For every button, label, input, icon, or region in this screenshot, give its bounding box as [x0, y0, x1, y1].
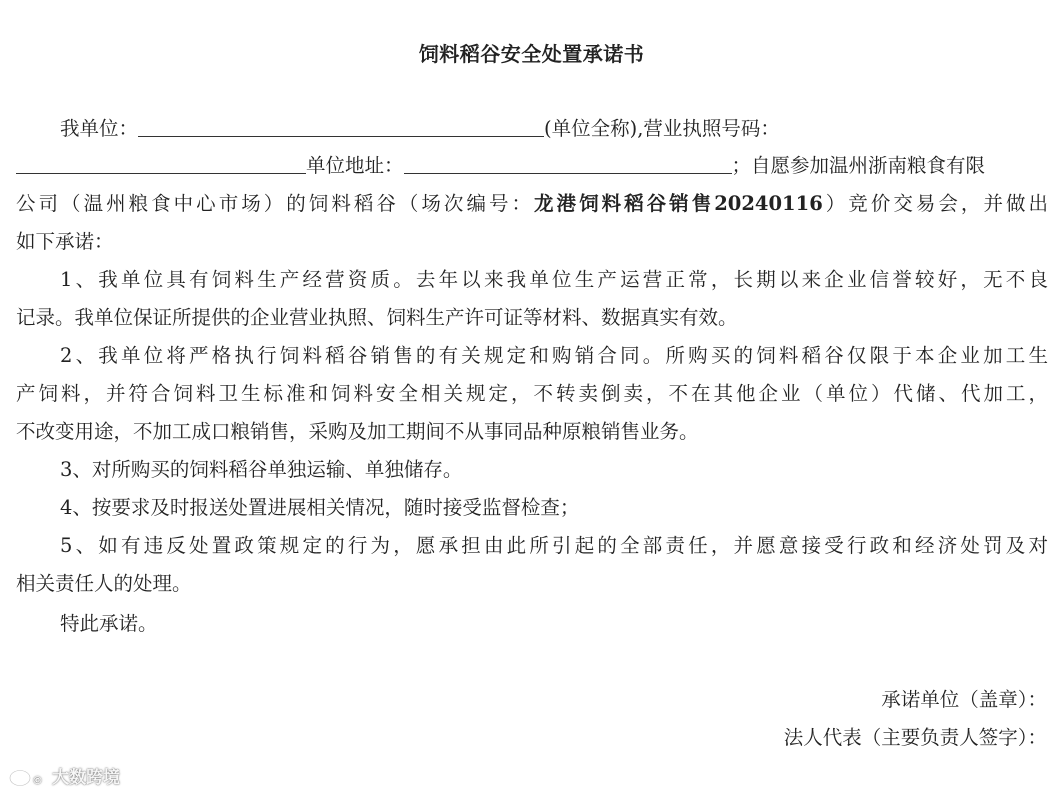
commitment-item-5-line-1: 5、如有违反处置政策规定的行为，愿承担由此所引起的全部责任，并愿意接受行政和经济处罚及对	[60, 534, 1048, 557]
closing-statement: 特此承诺。	[60, 612, 158, 635]
license-number-blank	[16, 155, 306, 174]
intro-company-text: 公司（温州粮食中心市场）的饲料稻谷（场次编号：	[16, 192, 535, 215]
license-number-label: (单位全称),营业执照号码：	[544, 117, 780, 140]
intro-line-3	[16, 192, 1048, 216]
intro-line-1	[60, 117, 780, 141]
document-title: 饲料稻谷安全处置承诺书	[418, 42, 645, 66]
unit-name-blank	[138, 118, 544, 137]
session-number: 龙港饲料稻谷销售20240116	[534, 192, 823, 215]
intro-line-2	[16, 154, 985, 178]
unit-address-label: 单位地址：	[306, 154, 404, 177]
commitment-item-1-line-2: 记录。我单位保证所提供的企业营业执照、饲料生产许可证等材料、数据真实有效。	[16, 306, 738, 329]
intro-line-4: 如下承诺：	[16, 230, 114, 253]
intro-participation-text: ；自愿参加温州浙南粮食有限	[731, 154, 986, 177]
commitment-item-2-line-3: 不改变用途，不加工成口粮销售，采购及加工期间不从事同品种原粮销售业务。	[16, 420, 699, 443]
commitment-item-2-line-2: 产饲料，并符合饲料卫生标准和饲料安全相关规定，不转卖倒卖，不在其他企业（单位）代储、代加工，	[16, 382, 1048, 405]
watermark-text: 大数跨境	[52, 768, 120, 788]
svg-text:©: ©	[32, 773, 43, 787]
signature-legal-representative: 法人代表（主要负责人签字）：	[783, 726, 1047, 749]
unit-address-blank	[404, 155, 732, 174]
commitment-item-5-line-2: 相关责任人的处理。	[16, 572, 192, 595]
intro-auction-text: ）竞价交易会，并做出	[822, 192, 1048, 215]
commitment-item-2-line-1: 2、我单位将严格执行饲料稻谷销售的有关规定和购销合同。所购买的饲料稻谷仅限于本企业加工生	[60, 344, 1048, 367]
watermark	[8, 763, 120, 788]
signature-unit-seal: 承诺单位（盖章）：	[881, 688, 1047, 711]
commitment-item-1-line-1: 1、我单位具有饲料生产经营资质。去年以来我单位生产运营正常，长期以来企业信誉较好，无不良	[60, 268, 1048, 291]
commitment-item-4: 4、按要求及时报送处置进展相关情况，随时接受监督检查；	[60, 496, 580, 519]
unit-name-label: 我单位：	[60, 117, 139, 140]
weibo-icon	[8, 764, 46, 788]
commitment-item-3: 3、对所购买的饲料稻谷单独运输、单独储存。	[60, 458, 463, 481]
